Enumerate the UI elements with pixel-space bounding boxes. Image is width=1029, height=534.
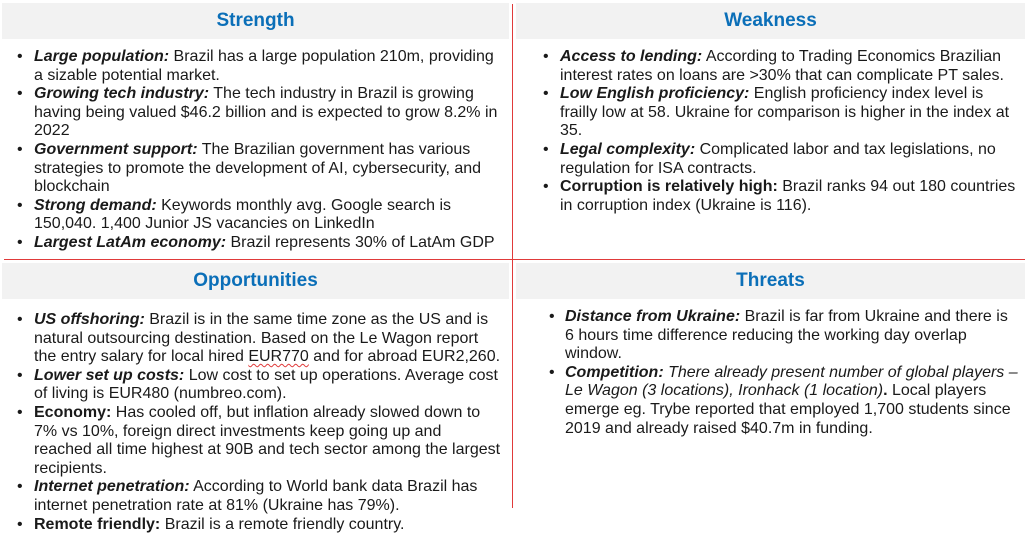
item-text: Low cost to set up operations. Average cost of living is EUR480 (numbreo.com). xyxy=(34,366,498,403)
item-text: Complicated labor and tax legislations, no regulation for ISA contracts. xyxy=(560,140,996,177)
item-text: Brazil has a large population 210m, providing a sizable potential market. xyxy=(34,48,494,84)
list-item xyxy=(565,308,1019,364)
item-label: Lower set up costs: xyxy=(34,366,185,384)
list-item xyxy=(34,311,503,367)
item-text: Keywords monthly avg. Google search is 150,040. 1,400 Junior JS vacancies on LinkedIn xyxy=(34,196,452,233)
item-italic-text: There already present number of global players – Le Wagon (3 locations), Ironhack (1 location) xyxy=(565,363,1018,400)
item-text: The tech industry in Brazil is growing having being valued $46.2 billion and is expected to grow 8.2% in 2022 xyxy=(34,85,498,140)
list-item xyxy=(34,48,503,85)
item-label: Corruption is relatively high: xyxy=(560,178,778,196)
item-label: Competition: xyxy=(565,363,664,381)
item-text: According to Trading Economics Brazilian interest rates on loans are >30% that can complicate PT sales. xyxy=(560,48,1004,84)
item-label: Distance from Ukraine: xyxy=(565,308,741,325)
opportunities-header: Opportunities xyxy=(2,263,509,299)
item-text: English proficiency index level is frailly low at 58. Ukraine for comparison is higher in the index at 35. xyxy=(560,85,1010,140)
item-text: Local players emerge eg. Trybe reported that employed 1,700 students since 2019 and already raised $40.7m in funding. xyxy=(565,382,1011,437)
threats-header: Threats xyxy=(516,263,1025,299)
list-item xyxy=(560,178,1019,215)
item-label: Internet penetration: xyxy=(34,478,190,496)
spellcheck-flagged-text: EUR770 xyxy=(248,348,309,366)
list-item xyxy=(34,516,503,534)
strength-header: Strength xyxy=(2,3,509,39)
list-item xyxy=(34,85,503,141)
list-item xyxy=(565,364,1019,438)
item-text: According to World bank data Brazil has internet penetration rate at 81% (Ukraine has 79%). xyxy=(34,478,478,514)
list-item xyxy=(560,141,1019,178)
item-period: . xyxy=(883,382,888,400)
item-text: Brazil ranks 94 out 180 countries in corruption index (Ukraine is 116). xyxy=(560,178,1016,214)
item-label: Large population: xyxy=(34,48,170,65)
item-label: Government support: xyxy=(34,140,198,158)
weakness-quadrant xyxy=(514,0,1029,260)
vertical-divider xyxy=(512,4,513,508)
item-text: Brazil is far from Ukraine and there is 6 hours time difference reducing the working day overlap window. xyxy=(565,308,1008,363)
item-text: Brazil is a remote friendly country. xyxy=(160,515,405,533)
threats-quadrant xyxy=(514,260,1029,520)
strength-quadrant xyxy=(0,0,513,260)
opportunities-list xyxy=(0,299,513,534)
list-item xyxy=(34,197,503,234)
threats-list xyxy=(514,299,1029,438)
item-text: and for abroad EUR2,260. xyxy=(308,348,501,366)
weakness-list xyxy=(514,39,1029,215)
list-item xyxy=(34,367,503,404)
item-text: Brazil is in the same time zone as the US and is natural outsourcing destination. Based on the Le Wagon report the entry salary for local hired xyxy=(34,311,489,366)
list-item xyxy=(34,234,503,253)
item-label: Low English proficiency: xyxy=(560,85,750,103)
list-item xyxy=(34,141,503,197)
strength-list xyxy=(0,39,513,253)
item-text: The Brazilian government has various strategies to promote the development of AI, cybersecurity, and blockchain xyxy=(34,140,482,196)
list-item xyxy=(34,404,503,478)
item-label: Remote friendly: xyxy=(34,515,161,533)
item-label: Strong demand: xyxy=(34,196,157,214)
list-item xyxy=(560,48,1019,85)
list-item xyxy=(560,85,1019,141)
item-label: Growing tech industry: xyxy=(34,85,210,103)
item-label: Legal complexity: xyxy=(560,140,696,158)
list-item xyxy=(34,478,503,515)
item-label: Economy: xyxy=(34,403,112,421)
weakness-header: Weakness xyxy=(516,3,1025,39)
item-label: Access to lending: xyxy=(560,48,703,65)
item-label: Largest LatAm economy: xyxy=(34,233,227,251)
item-text: Brazil represents 30% of LatAm GDP xyxy=(226,233,495,251)
item-text: Has cooled off, but inflation already slowed down to 7% vs 10%, foreign direct investments keep going up and reached all time highest at 90B and tech sector among the largest recipients. xyxy=(34,403,501,477)
horizontal-divider xyxy=(4,259,1025,260)
item-label: US offshoring: xyxy=(34,311,145,328)
opportunities-quadrant xyxy=(0,260,513,533)
